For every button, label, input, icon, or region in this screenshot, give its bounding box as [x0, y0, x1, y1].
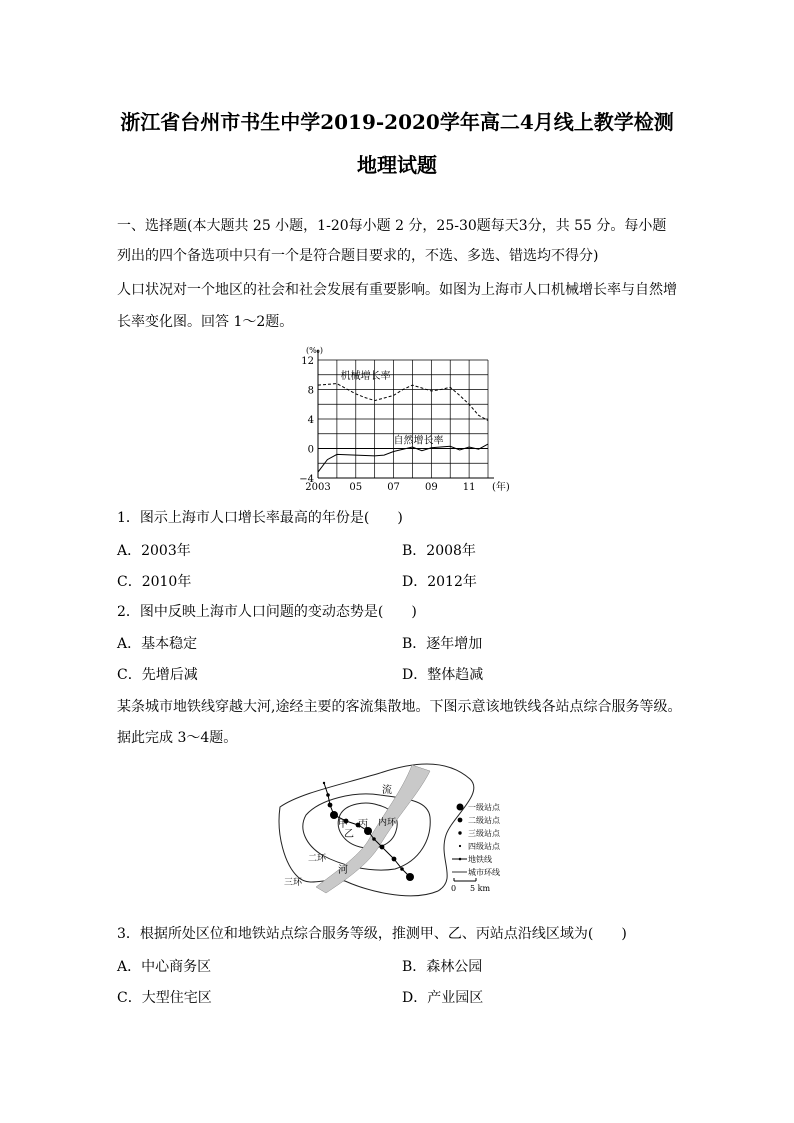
- label-inner-ring: 内环: [378, 818, 397, 828]
- y-tick-label: 8: [307, 385, 314, 397]
- y-tick-label: 0: [307, 444, 314, 456]
- station-level3: [400, 867, 404, 871]
- legend-level2: 二级站点: [468, 816, 500, 825]
- legend-subway: 地铁线: [468, 855, 492, 864]
- y-tick-label: 4: [307, 415, 314, 426]
- label-bing: 丙: [358, 819, 368, 830]
- station-level2: [328, 803, 333, 808]
- intro1-line2: 长率变化图。回答 1～2题。: [117, 314, 294, 330]
- label-third-ring: 三环: [284, 878, 303, 888]
- x-tick-label: 2003: [305, 482, 331, 493]
- q1-option-d[interactable]: D．2012年: [402, 574, 477, 590]
- legend-subway-dot: [459, 858, 462, 861]
- series-mechanical-growth: [318, 384, 488, 421]
- series-label-natural: 自然增长率: [393, 435, 444, 447]
- chart-labels: [299, 346, 510, 493]
- section-instructions-line1: 一、选择题(本大题共 25 小题，1-20每小题 2 分，25-30题每天3分，共 55 分。每小题: [117, 218, 667, 234]
- river: [316, 765, 430, 893]
- q2-stem: 2．图中反映上海市人口问题的变动态势是( ): [117, 604, 417, 620]
- label-yi: 乙: [344, 829, 354, 840]
- legend-level4: 四级站点: [468, 842, 500, 851]
- q2-option-b[interactable]: B．逐年增加: [402, 636, 483, 652]
- x-tick-label: 07: [387, 482, 400, 493]
- x-tick-label: 11: [462, 482, 476, 493]
- chart-series: [318, 384, 488, 473]
- q1-option-c[interactable]: C．2010年: [117, 574, 192, 590]
- label-river-he: 河: [338, 865, 348, 876]
- station-level4: [323, 782, 325, 784]
- paper-subtitle: 地理试题: [357, 153, 437, 177]
- legend-level2-symbol: [458, 818, 463, 823]
- series-label-mechanical: 机械增长率: [340, 371, 391, 383]
- scale-label: 5 km: [470, 884, 491, 893]
- q3-option-a[interactable]: A．中心商务区: [117, 959, 212, 975]
- legend-level3-symbol: [458, 831, 461, 834]
- q1-stem: 1．图示上海市人口增长率最高的年份是( ): [117, 510, 403, 526]
- label-jia: 甲: [338, 819, 348, 830]
- x-tick-label: 09: [424, 482, 438, 493]
- intro2-line1: 某条城市地铁线穿越大河,途经主要的客流集散地。下图示意该地铁线各站点综合服务等级。: [117, 699, 682, 715]
- station-level2: [392, 857, 397, 862]
- legend-level4-symbol: [459, 845, 461, 847]
- q3-option-c[interactable]: C．大型住宅区: [117, 990, 212, 1006]
- scale-zero: 0: [451, 884, 457, 893]
- section-instructions-line2: 列出的四个备选项中只有一个是符合题目要求的，不选、多选、错选均不得分): [117, 248, 599, 264]
- legend-ring: 城市环线: [468, 868, 500, 877]
- station-level1: [406, 873, 414, 881]
- chart-axes: [318, 350, 494, 478]
- subway-map: [270, 755, 530, 905]
- q3-option-d[interactable]: D．产业园区: [402, 990, 484, 1006]
- q2-option-c[interactable]: C．先增后减: [117, 667, 198, 683]
- q1-option-a[interactable]: A．2003年: [117, 543, 191, 559]
- station-level2: [380, 845, 385, 850]
- intro2-line2: 据此完成 3～4题。: [117, 730, 238, 746]
- x-tick-label: 05: [349, 482, 363, 493]
- legend-level1: 一级站点: [468, 803, 500, 812]
- q3-option-b[interactable]: B．森林公园: [402, 959, 483, 975]
- growth-rate-chart: [290, 343, 510, 495]
- station-level1: [330, 811, 338, 819]
- station-level3: [326, 793, 330, 797]
- intro1-line1: 人口状况对一个地区的社会和社会发展有重要影响。如图为上海市人口机械增长率与自然增: [117, 282, 677, 298]
- paper-title: 浙江省台州市书生中学2019-2020学年高二4月线上教学检测: [120, 110, 674, 134]
- label-second-ring: 二环: [308, 854, 327, 864]
- y-tick-label: 12: [301, 356, 314, 367]
- label-river-liu: 流: [382, 785, 392, 796]
- station-level3: [372, 837, 376, 841]
- y-unit-label: (‰): [306, 346, 323, 355]
- q2-option-a[interactable]: A．基本稳定: [117, 636, 198, 652]
- legend-level1-symbol: [457, 804, 464, 811]
- y-tick-label: −4: [299, 474, 314, 485]
- q1-option-b[interactable]: B．2008年: [402, 543, 476, 559]
- x-unit-label: (年): [492, 482, 510, 493]
- q2-option-d[interactable]: D．整体趋减: [402, 667, 484, 683]
- legend-level3: 三级站点: [468, 829, 500, 838]
- q3-stem: 3．根据所处区位和地铁站点综合服务等级，推测甲、乙、丙站点沿线区域为( ): [117, 926, 627, 942]
